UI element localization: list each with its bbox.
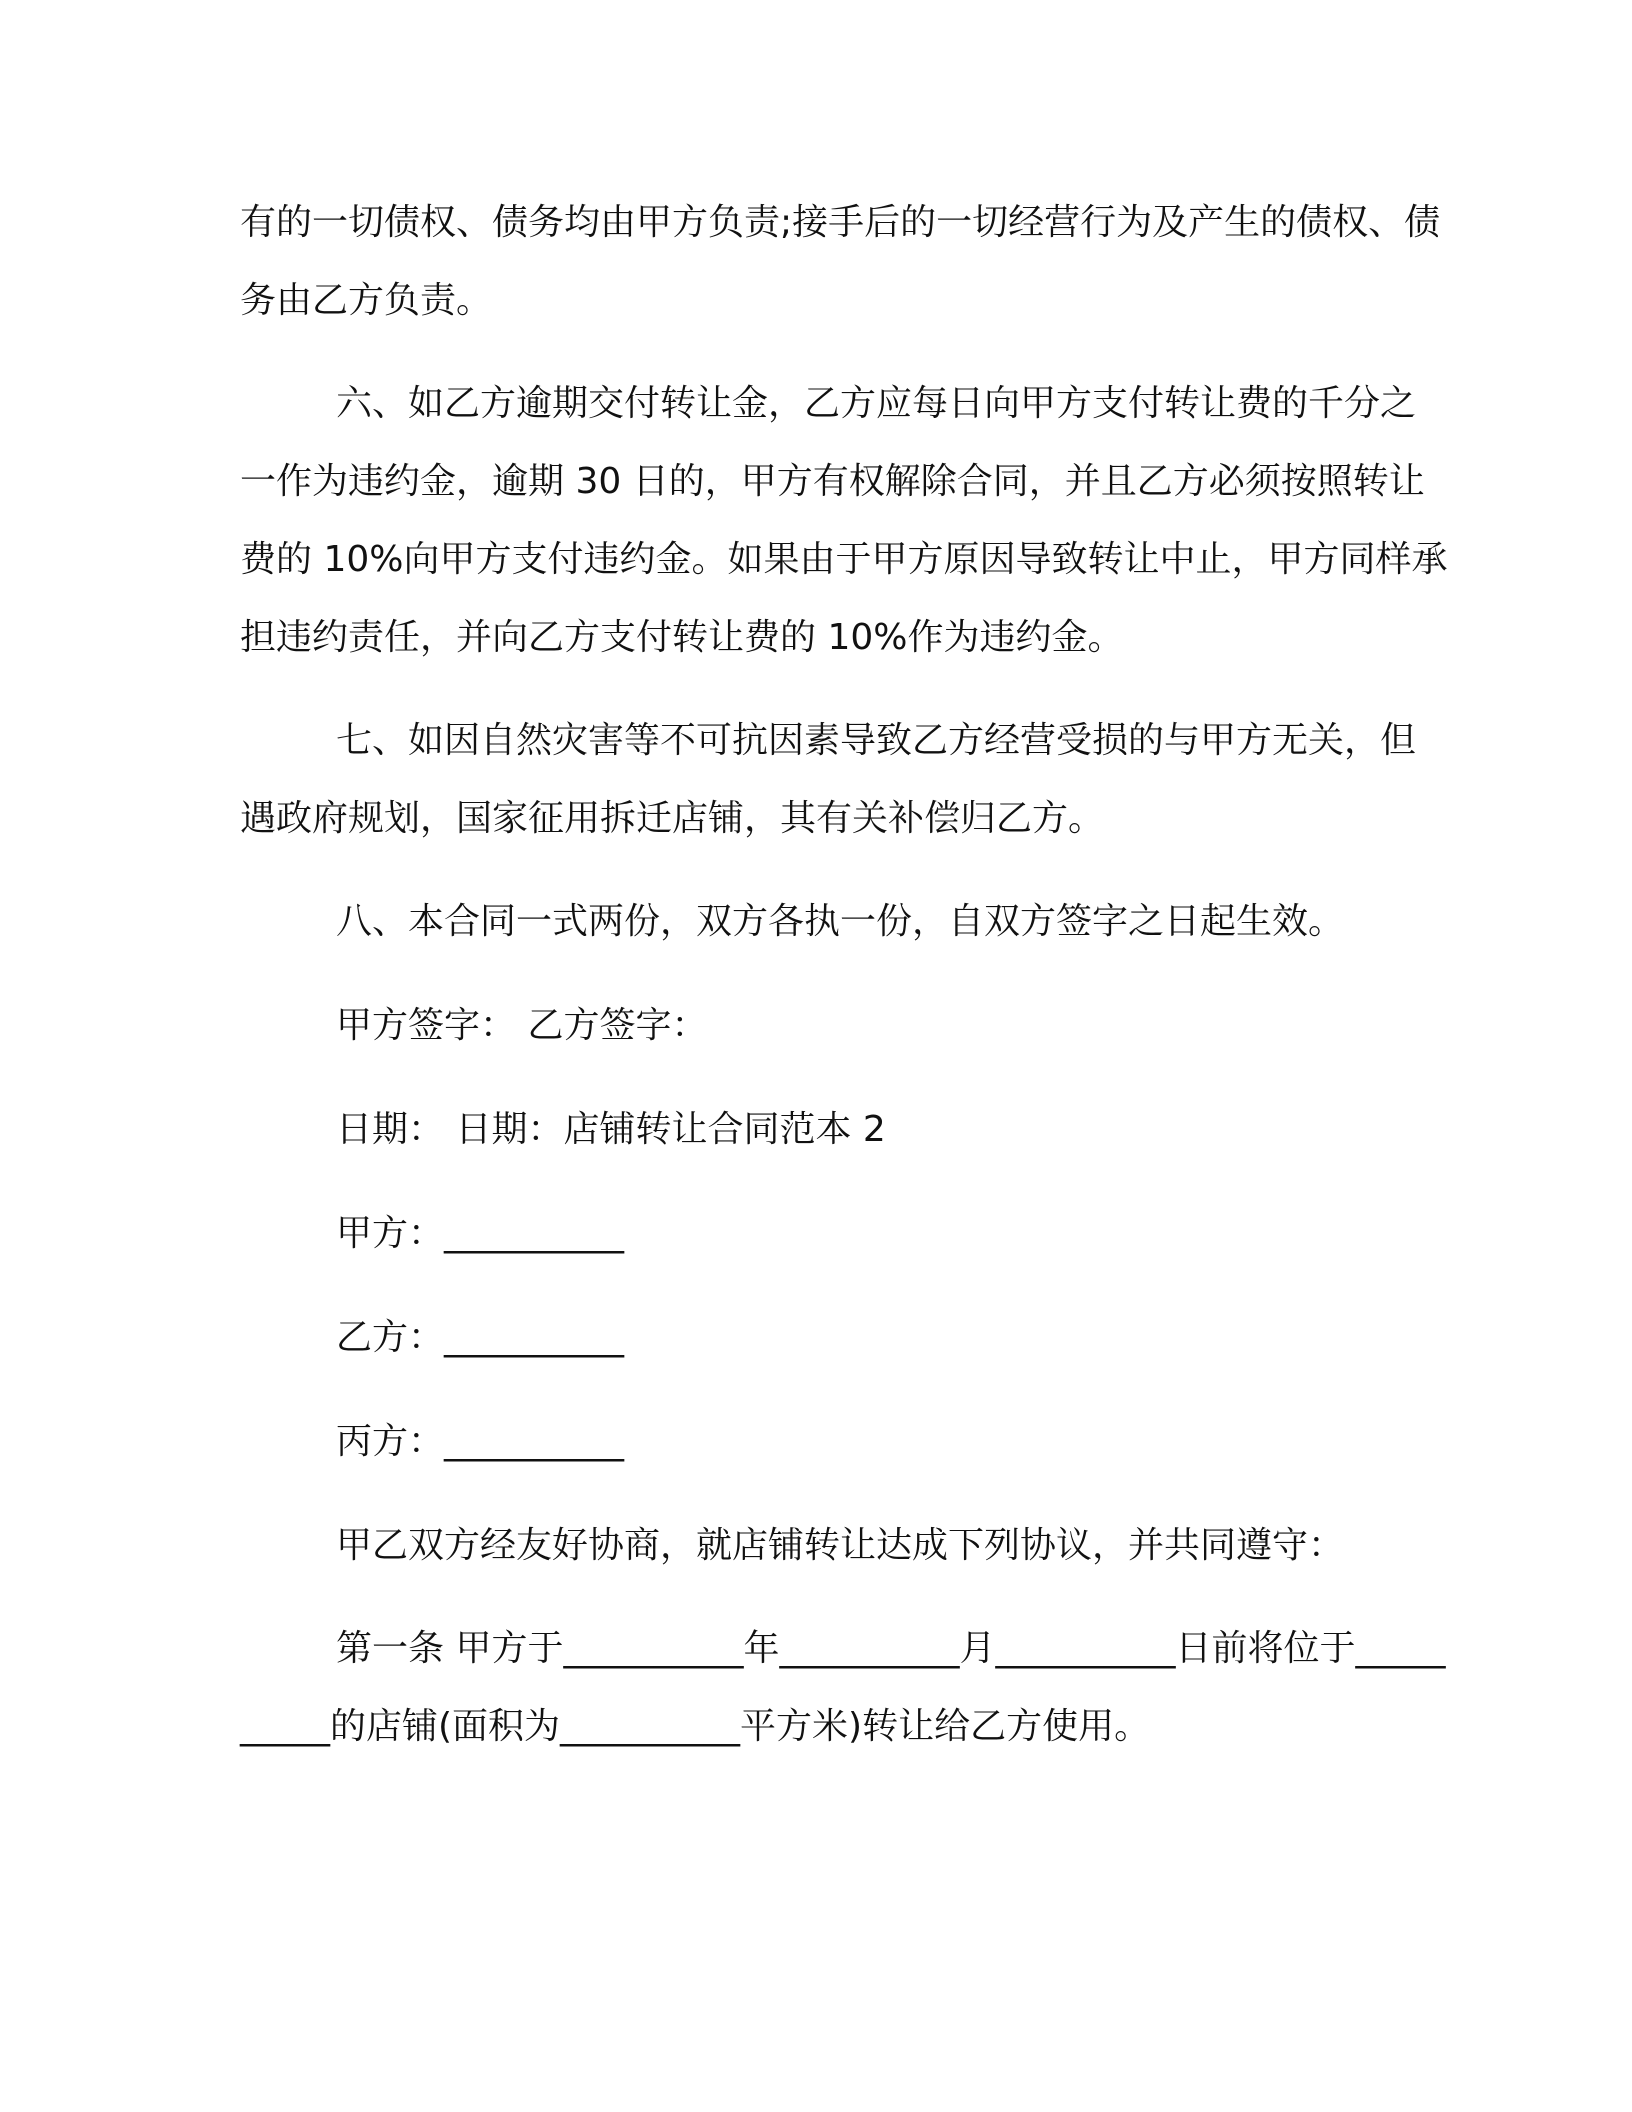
paragraph-clause-seven: 七、如因自然灾害等不可抗因素导致乙方经营受损的与甲方无关，但遇政府规划，国家征用拆迁店铺，其有关补偿归乙方。 [240,720,1417,839]
signature-line: 甲方签字： 乙方签字： [336,1005,708,1046]
document-body [240,184,1450,1766]
party-a-line: 甲方：__________ [336,1213,625,1254]
paragraph-clause-six: 六、如乙方逾期交付转让金，乙方应每日向甲方支付转让费的千分之一作为违约金，逾期 30 日的，甲方有权解除合同，并且乙方必须按照转让费的 10%向甲方支付违约金。如果由于甲方原因导致转让中止，甲方同样承担违约责任，并向乙方支付转让费的 10%作为违约金。 [240,383,1448,658]
date-line: 日期： 日期：店铺转让合同范本 2 [336,1109,886,1150]
paragraph-clause-eight: 八、本合同一式两份，双方各执一份，自双方签字之日起生效。 [336,901,1345,942]
party-b-line: 乙方：__________ [336,1317,625,1358]
paragraph-debts: 有的一切债权、债务均由甲方负责;接手后的一切经营行为及产生的债权、债务由乙方负责。 [240,202,1441,321]
paragraph-agreement-intro: 甲乙双方经友好协商，就店铺转让达成下列协议，并共同遵守： [336,1525,1345,1566]
paragraph-article-one: 第一条 甲方于__________年__________月__________日前将位于__________的店铺(面积为__________平方米)转让给乙方使用。 [240,1628,1446,1747]
party-c-line: 丙方：__________ [336,1421,625,1462]
